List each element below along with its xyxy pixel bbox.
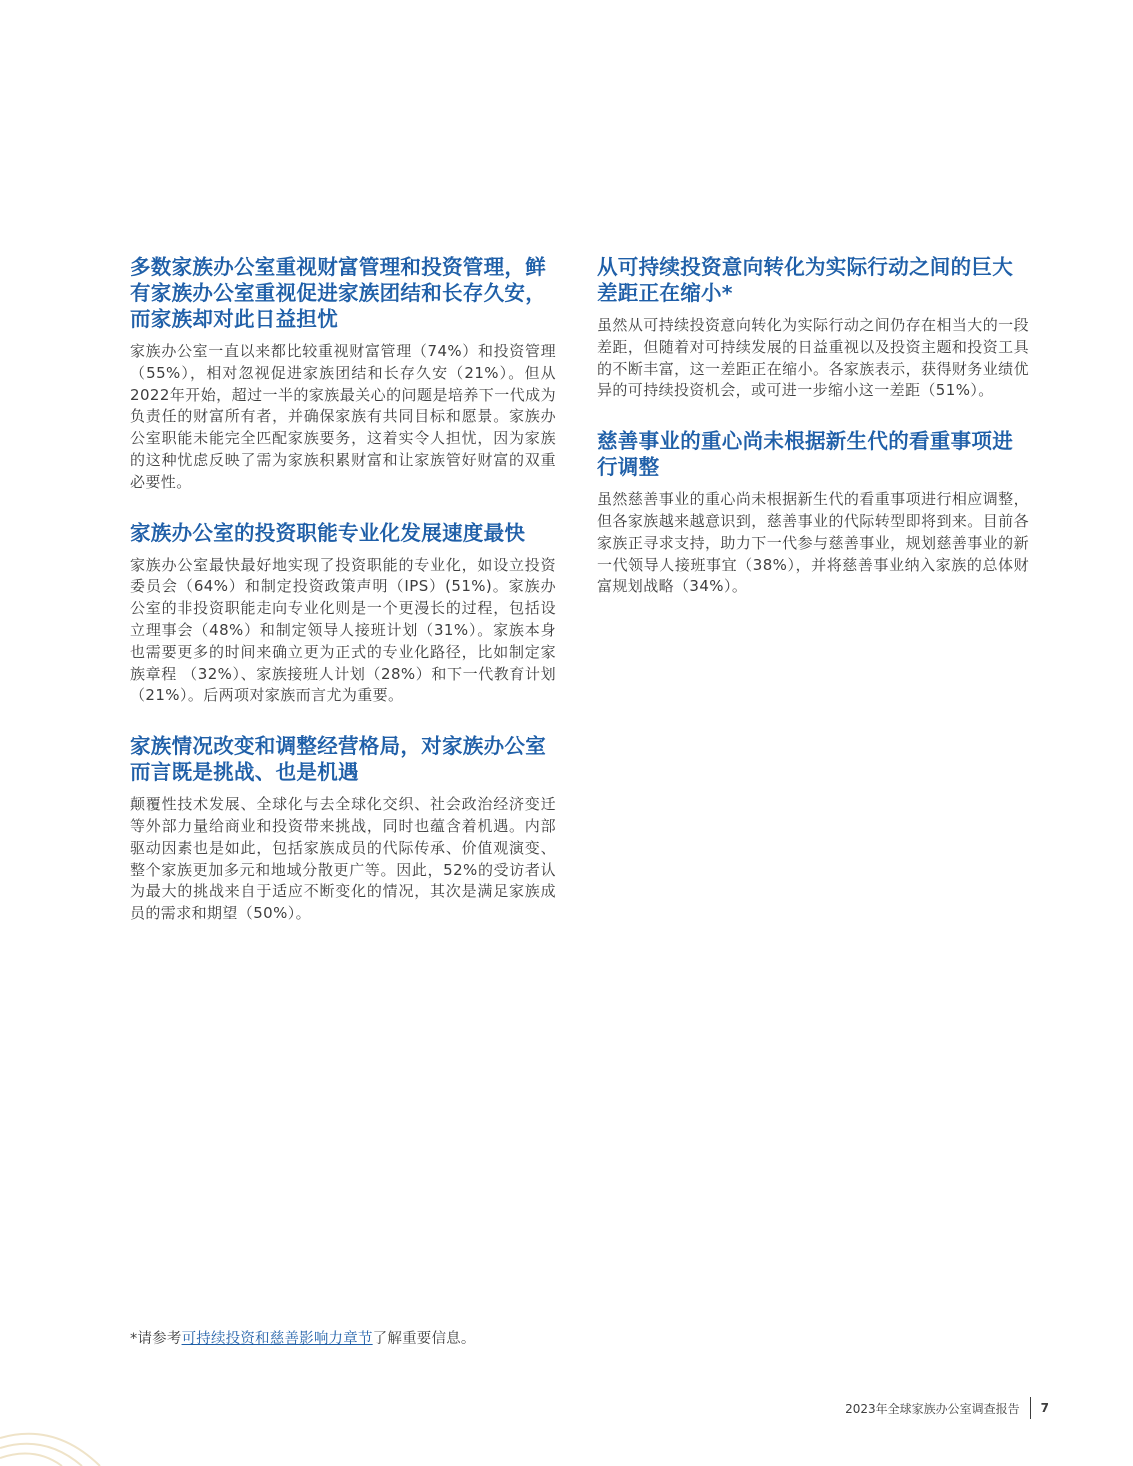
page-footer bbox=[845, 1397, 1049, 1419]
section-heading: 家族办公室的投资职能专业化发展速度最快 bbox=[130, 520, 526, 545]
section-investment-professionalization bbox=[130, 520, 556, 708]
section-body: 虽然慈善事业的重心尚未根据新生代的看重事项进行相应调整，但各家族越来越意识到，慈善事业的代际转型即将到来。目前各家族正寻求支持，助力下一代参与慈善事业，规划慈善事业的新一代领导人接班事宜（38%），并将慈善事业纳入家族的总体财富规划战略（34%）。 bbox=[597, 490, 1029, 596]
footnote bbox=[130, 1327, 476, 1348]
right-column bbox=[597, 254, 1029, 624]
footnote-suffix: 了解重要信息。 bbox=[372, 1331, 476, 1347]
decorative-arcs-icon bbox=[0, 1416, 110, 1466]
section-sustainable-investing bbox=[597, 254, 1029, 402]
section-heading: 多数家族办公室重视财富管理和投资管理，鲜有家族办公室重视促进家族团结和长存久安，而家族却对此日益担忧 bbox=[130, 255, 546, 331]
section-heading: 家族情况改变和调整经营格局，对家族办公室而言既是挑战、也是机遇 bbox=[130, 734, 546, 785]
section-challenges-opportunities bbox=[130, 733, 556, 925]
page-number: 7 bbox=[1040, 1401, 1049, 1415]
section-wealth-management bbox=[130, 254, 556, 494]
footnote-chapter-link[interactable]: 可持续投资和慈善影响力章节 bbox=[181, 1331, 373, 1347]
left-column bbox=[130, 254, 556, 951]
footer-divider bbox=[1030, 1397, 1031, 1419]
section-body: 家族办公室最快最好地实现了投资职能的专业化，如设立投资委员会（64%）和制定投资政策声明（IPS）(51%)。家族办公室的非投资职能走向专业化则是一个更漫长的过程，包括设立理事会（48%）和制定领导人接班计划（31%）。家族本身也需要更多的时间来确立更为正式的专业化路径，比如制定家族章程 （32%）、家族接班人计划（28%）和下一代教育计划（21%）。后两项对家族而言尤为重要。 bbox=[130, 555, 556, 705]
section-body: 颠覆性技术发展、全球化与去全球化交织、社会政治经济变迁等外部力量给商业和投资带来挑战，同时也蕴含着机遇。内部驱动因素也是如此，包括家族成员的代际传承、价值观演变、整个家族更加多元和地域分散更广等。因此，52%的受访者认为最大的挑战来自于适应不断变化的情况，其次是满足家族成员的需求和期望（50%）。 bbox=[130, 795, 556, 923]
footnote-prefix: *请参考 bbox=[130, 1331, 182, 1347]
section-heading: 慈善事业的重心尚未根据新生代的看重事项进行调整 bbox=[597, 429, 1013, 480]
section-heading: 从可持续投资意向转化为实际行动之间的巨大差距正在缩小* bbox=[597, 255, 1013, 305]
section-philanthropy bbox=[597, 428, 1029, 598]
report-title: 2023年全球家族办公室调查报告 bbox=[845, 1401, 1020, 1416]
section-body: 家族办公室一直以来都比较重视财富管理（74%）和投资管理（55%），相对忽视促进家族团结和长存久安（21%）。但从2022年开始，超过一半的家族最关心的问题是培养下一代成为负责任的财富所有者，并确保家族有共同目标和愿景。家族办公室职能未能完全匹配家族要务，这着实令人担忧，因为家族的这种忧虑反映了需为家族积累财富和让家族管好财富的双重必要性。 bbox=[130, 342, 556, 491]
section-body: 虽然从可持续投资意向转化为实际行动之间仍存在相当大的一段差距，但随着对可持续发展的日益重视以及投资主题和投资工具的不断丰富，这一差距正在缩小。各家族表示，获得财务业绩优异的可持续投资机会，或可进一步缩小这一差距（51%）。 bbox=[597, 316, 1029, 400]
